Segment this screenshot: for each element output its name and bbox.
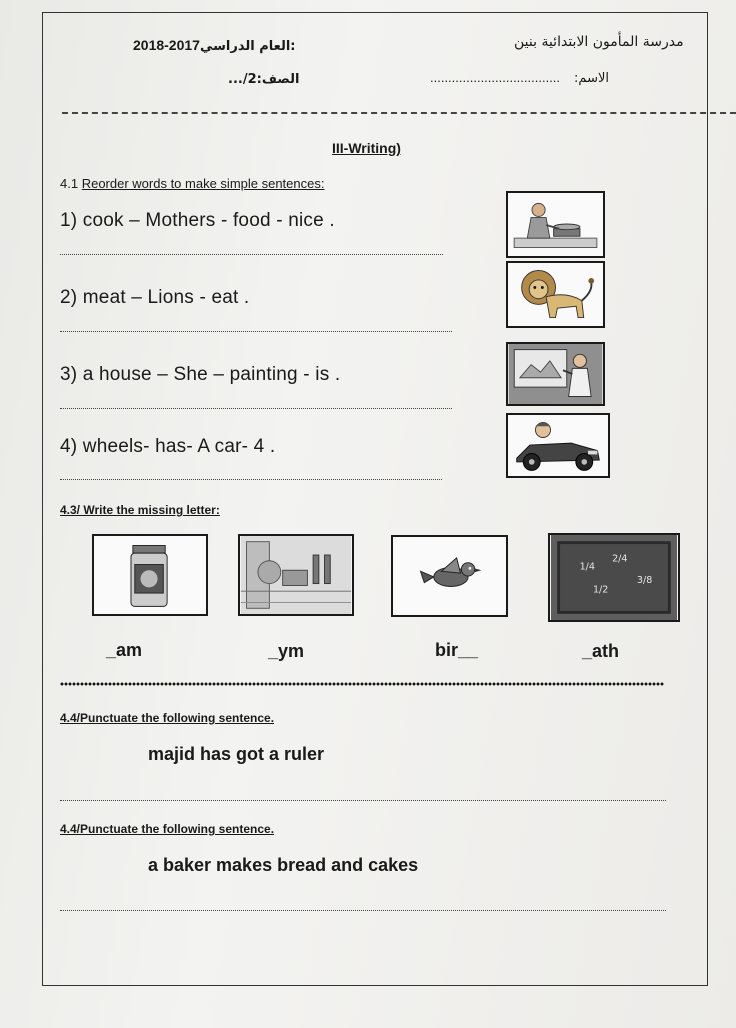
reorder-instruction-text: Reorder words to make simple sentences:: [81, 176, 325, 191]
boy-in-car-drawing: [508, 415, 608, 476]
missing-word-4: _ath: [582, 641, 620, 661]
svg-text:1/4: 1/4: [579, 561, 595, 573]
answer-line-4[interactable]: [60, 479, 442, 480]
reorder-instruction: [60, 176, 324, 191]
reorder-sentence-3: 3) a house – She – painting - is .: [60, 364, 341, 385]
gym-room-picture: [238, 534, 354, 616]
mother-cooking-picture: [506, 191, 605, 258]
answer-line-2[interactable]: [60, 331, 452, 332]
mother-cooking-drawing: [508, 193, 603, 256]
missing-word-1: _am: [106, 640, 143, 660]
math-blackboard-picture: [548, 533, 680, 622]
year-label: العام الدراسي:: [199, 39, 296, 54]
reorder-sentence-4: 4) wheels- has- A car- 4 .: [60, 436, 276, 457]
reorder-instruction-num: 4.1: [60, 176, 79, 191]
girl-painting-drawing: [508, 344, 603, 404]
punctuate-sentence-1: majid has got a ruler: [148, 744, 325, 764]
punctuate-sentence-2: a baker makes bread and cakes: [148, 855, 419, 875]
girl-painting-picture: [506, 342, 605, 406]
missing-word-3: bir__: [435, 640, 479, 660]
jam-jar-picture: [92, 534, 208, 616]
name-line: [430, 70, 609, 86]
missing-word-2: _ym: [268, 641, 305, 661]
svg-text:3/8: 3/8: [636, 574, 653, 586]
year-line: [133, 37, 296, 54]
bird-picture: [391, 535, 508, 617]
header-separator: [62, 112, 736, 114]
jam-jar-drawing: [94, 536, 206, 614]
svg-text:1/2: 1/2: [592, 584, 609, 596]
missing-letter-heading: 4.3/ Write the missing letter:: [60, 503, 220, 517]
gym-room-drawing: [240, 536, 352, 614]
punctuate-answer-line-2[interactable]: [60, 910, 666, 911]
page-border: [42, 12, 708, 986]
name-blank[interactable]: ....................................: [430, 70, 561, 85]
punctuate-answer-line-1[interactable]: [60, 800, 666, 801]
class-label: الصف:2/...: [228, 72, 300, 87]
svg-text:2/4: 2/4: [612, 553, 628, 565]
section-title: III-Writing): [332, 140, 401, 156]
school-name: مدرسة المأمون الابتدائية بنين: [514, 34, 684, 50]
lion-picture: [506, 261, 605, 328]
punctuate-heading-2: 4.4/Punctuate the following sentence.: [60, 822, 275, 836]
answer-line-3[interactable]: [60, 408, 452, 409]
name-label: الاسم:: [574, 71, 609, 86]
math-blackboard-drawing: [550, 535, 678, 620]
boy-in-car-picture: [506, 413, 610, 478]
lion-drawing: [508, 263, 603, 326]
punctuate-heading-1: 4.4/Punctuate the following sentence.: [60, 711, 275, 725]
bird-drawing: [393, 537, 506, 615]
section-divider: [60, 681, 664, 687]
reorder-sentence-2: 2) meat – Lions - eat .: [60, 287, 250, 308]
reorder-sentence-1: 1) cook – Mothers - food - nice .: [60, 210, 335, 231]
year-value: 2018-2017: [133, 37, 200, 53]
answer-line-1[interactable]: [60, 254, 443, 255]
